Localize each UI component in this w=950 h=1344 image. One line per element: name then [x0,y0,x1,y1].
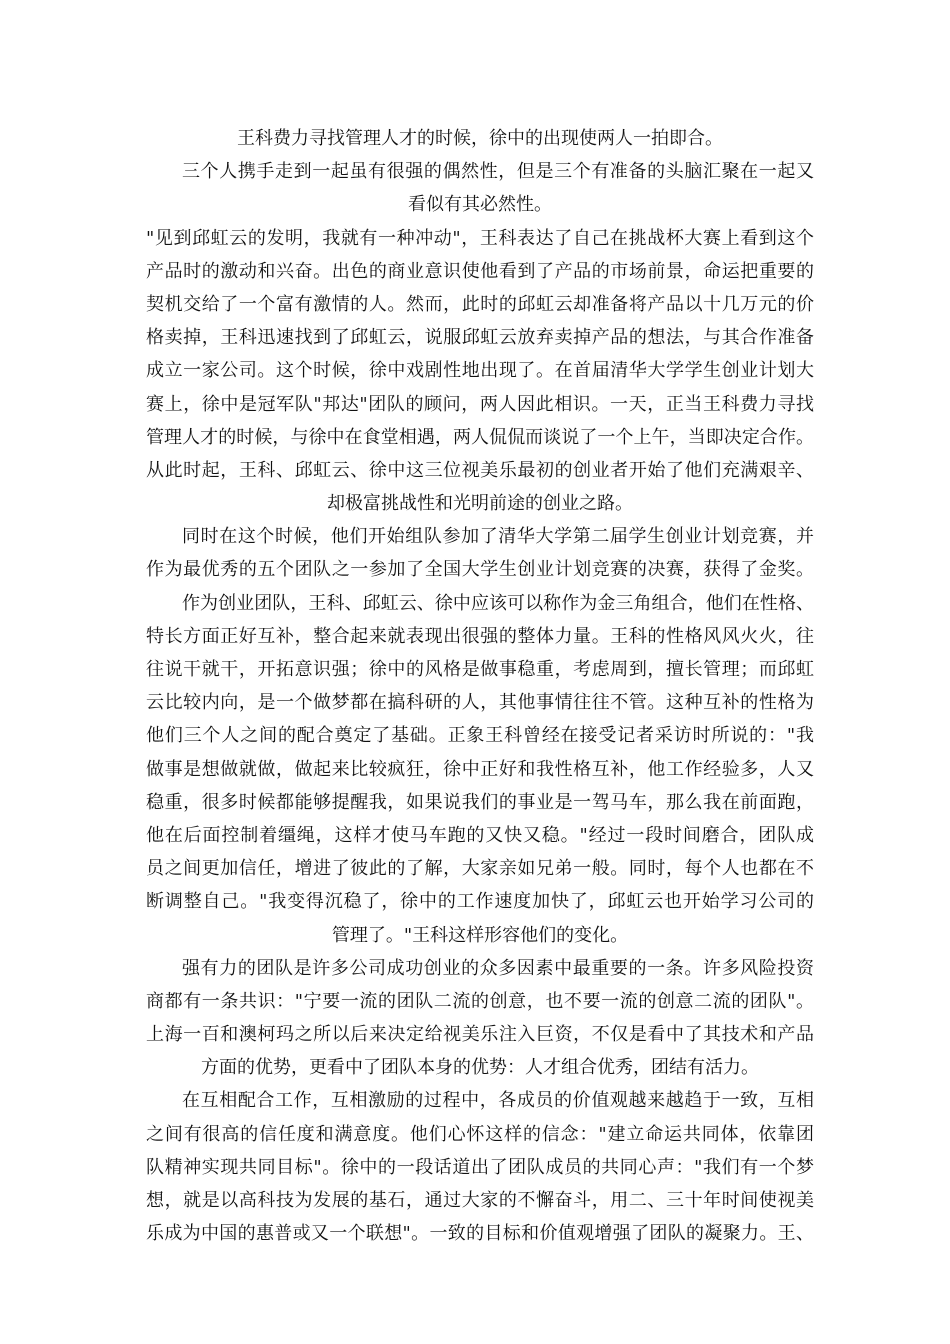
text-line: 三个人携手走到一起虽有很强的偶然性，但是三个有准备的头脑汇聚在一起又 [182,161,814,183]
text-line: 他们三个人之间的配合奠定了基础。正象王科曾经在接受记者采访时所说的："我 [146,725,814,747]
text-line: 稳重，很多时候都能够提醒我，如果说我们的事业是一驾马车，那么我在前面跑， [146,791,814,813]
text-line: "见到邱虹云的发明，我就有一种冲动"，王科表达了自己在挑战杯大赛上看到这个 [146,227,814,249]
text-line: 他在后面控制着缰绳，这样才使马车跑的又快又稳。"经过一段时间磨合，团队成 [146,824,814,846]
text-line: 作为创业团队，王科、邱虹云、徐中应该可以称作为金三角组合，他们在性格、 [182,592,814,614]
text-line: 特长方面正好互补，整合起来就表现出很强的整体力量。王科的性格风风火火，往 [146,625,814,647]
text-line: 赛上，徐中是冠军队"邦达"团队的顾问，两人因此相识。一天，正当王科费力寻找 [146,393,814,415]
text-line: 从此时起，王科、邱虹云、徐中这三位视美乐最初的创业者开始了他们充满艰辛、 [146,459,814,481]
text-line: 做事是想做就做，做起来比较疯狂，徐中正好和我性格互补，他工作经验多，人又 [146,758,814,780]
text-line: 乐成为中国的惠普或又一个联想"。一致的目标和价值观增强了团队的凝聚力。王、 [146,1223,814,1245]
text-line: 强有力的团队是许多公司成功创业的众多因素中最重要的一条。许多风险投资 [182,957,814,979]
text-line: 管理人才的时候，与徐中在食堂相遇，两人侃侃而谈说了一个上午，当即决定合作。 [146,426,814,448]
text-line: 产品时的激动和兴奋。出色的商业意识使他看到了产品的市场前景，命运把重要的 [146,260,814,282]
text-line: 契机交给了一个富有激情的人。然而，此时的邱虹云却准备将产品以十几万元的价 [146,293,814,315]
text-line: 在互相配合工作，互相激励的过程中，各成员的价值观越来越趋于一致，互相 [182,1090,814,1112]
text-line: 格卖掉，王科迅速找到了邱虹云，说服邱虹云放弃卖掉产品的想法，与其合作准备 [146,327,814,349]
text-line: 云比较内向，是一个做梦都在搞科研的人，其他事情往往不管。这种互补的性格为 [146,692,814,714]
text-line: 却极富挑战性和光明前途的创业之路。 [327,493,633,515]
text-line: 成立一家公司。这个时候，徐中戏剧性地出现了。在首届清华大学学生创业计划大 [146,360,814,382]
text-line: 队精神实现共同目标"。徐中的一段话道出了团队成员的共同心声："我们有一个梦 [146,1156,814,1178]
text-line: 之间有很高的信任度和满意度。他们心怀这样的信念："建立命运共同体，依靠团 [146,1123,814,1145]
text-line: 看似有其必然性。 [408,194,552,216]
document-body [146,122,814,1250]
text-line: 管理了。"王科这样形容他们的变化。 [331,924,629,946]
text-line: 往说干就干，开拓意识强；徐中的风格是做事稳重，考虑周到，擅长管理；而邱虹 [146,659,814,680]
text-line: 上海一百和澳柯玛之所以后来决定给视美乐注入巨资，不仅是看中了其技术和产品 [146,1024,814,1046]
text-line: 同时在这个时候，他们开始组队参加了清华大学第二届学生创业计划竞赛，并 [182,526,814,548]
text-line: 员之间更加信任，增进了彼此的了解，大家亲如兄弟一般。同时，每个人也都在不 [146,858,814,880]
text-line: 商都有一条共识："宁要一流的团队二流的创意，也不要一流的创意二流的团队"。 [146,990,814,1012]
text-line: 想，就是以高科技为发展的基石，通过大家的不懈奋斗，用二、三十年时间使视美 [146,1190,814,1211]
text-line: 断调整自己。"我变得沉稳了，徐中的工作速度加快了，邱虹云也开始学习公司的 [146,891,814,913]
text-line: 王科费力寻找管理人才的时候，徐中的出现使两人一拍即合。 [237,128,723,149]
text-line: 作为最优秀的五个团队之一参加了全国大学生创业计划竞赛的决赛，获得了金奖。 [146,559,814,581]
text-line: 方面的优势，更看中了团队本身的优势：人才组合优秀，团结有活力。 [201,1057,759,1079]
